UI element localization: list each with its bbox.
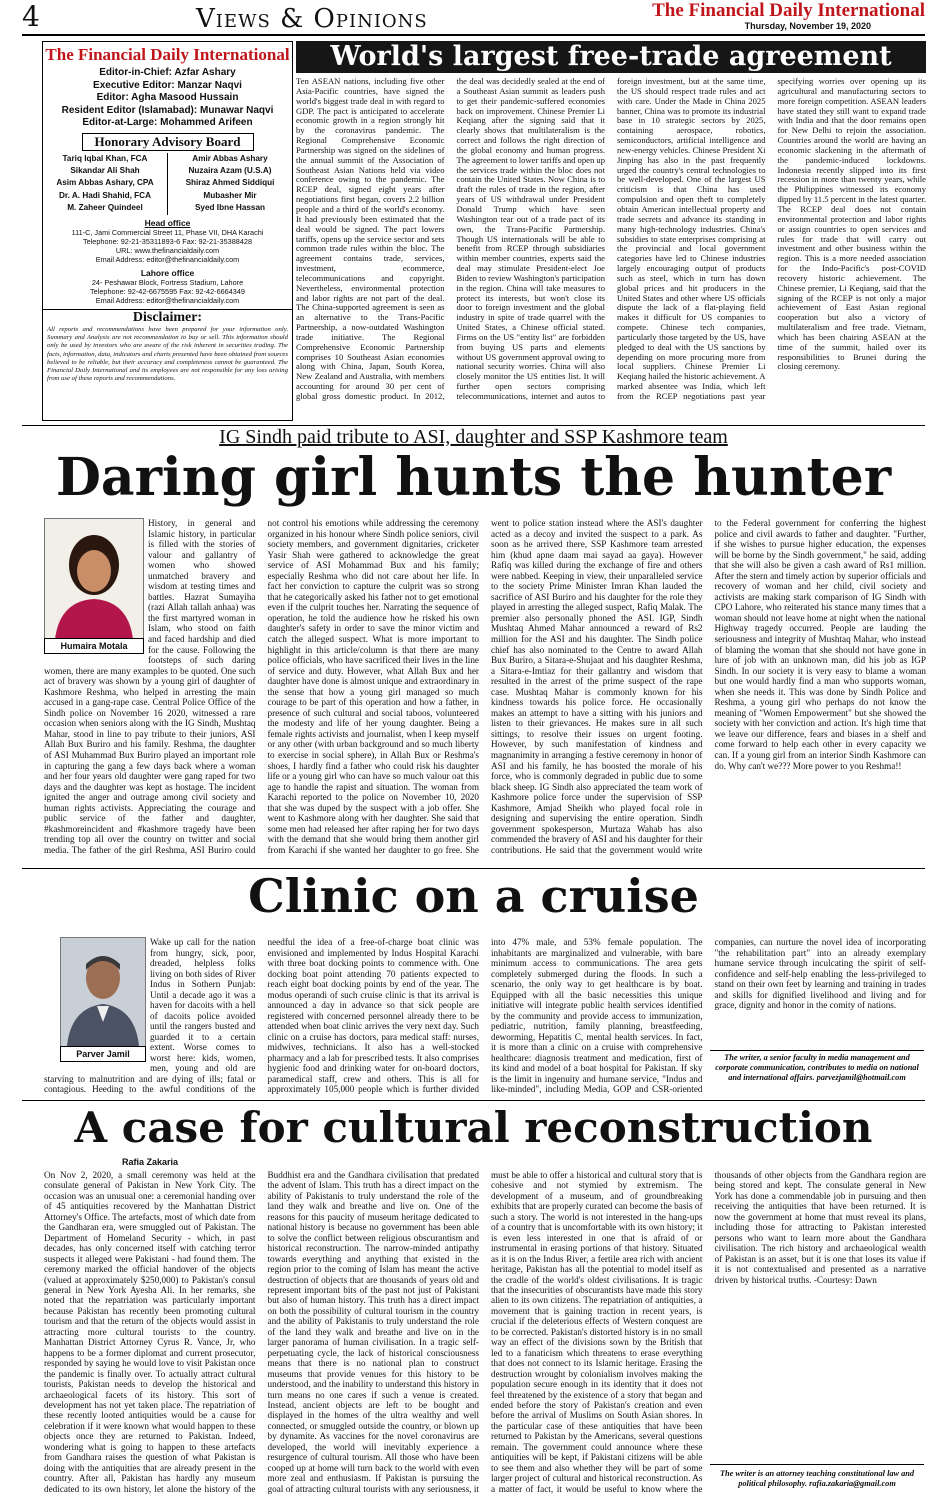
address-line: URL: www.thefinancialdaily.com: [115, 246, 220, 256]
article2-text: History, in general and Islamic history, in particular is filled with the stories of valour and gallantry of women who showed unmatched bravery and wisdom at testing times and battles. Hazrat Sumayiha (razi Allah tallah anhaa) was the first martyred woman in Islam, who stood on faith and faced hardship and died for the cause. Following the footsteps of such daring women, there are many examples to be quoted. One such act of bravery was shown by a young girl of daughter of Kashmore Reshma, who helped in arresting the main accused in a gang-rape case. Central Police Office of the Sindh police on November 16 2020, witnessed a rare occasion when seniors along with the IG Sindh, Mushtaq Mahar, stood in line to pay tribute to their juniors, ASI Allah Bux Buriro and his family. Reshma, the daughter of ASI Muhammad Bux Buriro played an important role in capturing the gang a few days back where a woman and her four years old daughter were gang raped for two days and the daughter was kept as hostage. The incident ignited the anger and outrage among civil society and human rights activists. Appreciating the courage and public service of the father and daughter, #kashmoreincident and #kashmore tragedy have been trending top all over the country on twitter and social media. The father of the girl Reshma, ASI Buriro could not control his emotions while addressing the ceremony organized in his honour where Sindh police seniors, civil society members, and government dignitaries, cricketer Yasir Shah were gathered to acknowledge the great service of ASI Mohammad Bux and his family; especially Reshma who did not care about her life. In fact her conviction to capture the culprit was so strong that he categorically asked his father not to get emotional even if the culprit touches her. Narrating the sequence of operation, he told the audience how he risked his own daughter's safety in order to save the minor victim and catch the alleged suspect. What is more important to highlight in this article/column is that there are many police officials, who have sacrificed their lives in the line of service and duty. However, what Allah Bux and her daughter have done is almost unique and extraordinary in the sense that how a young girl managed so much courage to be part of this operation and how a father, in presence of such cultural and social taboos, volunteered the modesty and life of her young daughter. Being a female rights activists and journalist, when I keep myself or any other (with urban background and so much liberty to exercise in social sphere), in Allah Bux or Reshma's shoes, I hardly find a father who could risk his daughter life or a young girl who can have so much valour oat this age to handle the rapist and situation. The woman from Karachi reported to the police on November 10, 2020 that she was duped by the suspect with a job offer. She went to Kashmore along with her daughter. She said that some men had released her after raping her for two days with the demand that she would bring them another girl from Karachi if she wanted her daughter to go free. She went to police station instead where the ASI's daughter acted as a decoy and invited the suspect to a park. As soon as he arrived there, SSP Kashmore team arrested him (khud apne daam mai sayad aa gaya). However Rafiq was killed during the exchange of fire and others were nabbed. Keeping in view, their unparalleled service to the society Prime Minister Imran Khan lauded the sacrifice of ASI Buriro and his daughter for the role they played in arresting the alleged suspect, Rafiq Malak. The premier also personally phoned the ASI. IGP, Sindh Mushtaq Ahmed Mahar announced a reward of Rs2 million for the ASI and his daughter. The Sindh police chief has also nominated to the Centre to award Allah Bux Buriro, a Sitara-e-Shujaat and his daughter Reshma, a Sitara-e-Imtiaz for their gallantry and wisdom that resulted in the arrest of the prime suspect of the rape case. Mushtaq Mahar is commonly known for his kindness towards his police force. He occasionally makes an attempt to have a sitting with his juniors and listen to their grievances. He makes sure in all such sittings, to resolve their issues on urgent footing. However, by such manifestation of kindness and magnanimity in arranging a festive ceremony in honor of ASI and his family, he has boosted the morale of his force, who is commonly degraded in public due to some black sheep. IG Sindh also appreciated the team work of Kashmore police force under the supervision of SSP Kashmore, Amjad Sheikh who played focal role in designing and supervising the entire operation. Sindh government spokesperson, Murtaza Wahab has also commended the bravery of ASI and his daughter for their contributions. He said that the government would write to the Federal government for conferring the highest police and civil awards to father and daughter. "Further, if she wishes to pursue higher education, the expenses will be borne by the Sindh government," he said, adding that she will also be given a cash award of Rs1 million. After the stern and timely action by superior officials and recovery of woman and her child, civil society and activists are making stark comparison of IG Sindh with CPO Lahore, who reiterated his stance many times that a woman should not leave home at night when the national Highway tragedy occurred. People are lauding the seriousness and integrity of Mushtaq Mahar, who instead of blaming the woman that she should not have gone in lure of job with an unknown man, did his job as IGP Sindh. In our society it is very easy to blame a woman but one would hardly find a man who supports woman, when she needs it. This was done by Sindh Police and Reshma, a young girl who perhaps do not know the meaning of "Women Empowerment" but she showed the society with her conviction and action. It's high time that we leave our difference, fears and biases in a shelf and come forward to help each other in every capacity we can. If a young girl from an interior Sindh Kashmore can do. Why can't we??? More power to you Reshma!!: [44, 518, 926, 855]
article2-headline: Daring girl hunts the hunter: [55, 447, 892, 508]
article1-body: Ten ASEAN nations, including five other Asia-Pacific countries, have signed the world's biggest trade deal in with regard to GDP. The pact is anticipated to accelerate economic growth in a region strongly hit by the coronavirus pandemic. The Regional Comprehensive Economic Partnership was signed on the sidelines of the annual summit of the Association of Southeast Asian Nations held via video conference owing to the pandemic. The RCEP deal, signed eight years after negotiations first began, covers 2.2 billion people and a third of the world's economy. It had previously been estimated that the deal would be signed. The pact lowers tariffs, opens up the service sector and sets common trade rules within the bloc. The agreement contains trade, services, investment, ecommerce, telecommunications and copyright. Nevertheless, environmental protection and labor rights are not part of the deal. The China-supported agreement is seen as an alternative to the Trans-Pacific Partnership, a now-outdated Washington trade initiative. The Regional Comprehensive Economic Partnership comprises 10 Southeast Asian economies along with China, Japan, South Korea, New Zealand and Australia, with members accounting for around 30 per cent of global gross domestic product. In 2012, the deal was decidedly sealed at the end of a Southeast Asian summit as leaders push to get their pandemic-suffered economies back on improvement. Chinese Premier Li Keqiang after the signing said that it clearly shows that multilateralism is the correct and follows the right direction of the global economy and human progress. The agreement to lower tariffs and open up the services trade within the bloc does not contain the United States. Now China is to draft the rules of trade in the region, after years of US withdrawal under President Donald Trump which have seen Washington tear out of a trade pact of its own, the Trans-Pacific Partnership. Though US internationals will be able to benefit from RCEP through subsidiaries within member countries, experts said the deal may stimulate President-elect Joe Biden to review Washington's participation in the region. China will take measures to protect its interests, but won't close its door to foreign investment and the global industry in spite of trade quarrel with the United States, a Chinese official stated. Firms on the US "entity list" are forbidden from buying US parts and elements without US government approval owing to national security worries. China will also closely monitor the US entities list. It will further open sectors comprising telecommunications, internet and autos to foreign investment, but at the same time, the US should respect trade rules and act with care. Under the Made in China 2025 banner, China was to promote its industrial base in 10 strategic sectors by 2025, containing aerospace, robotics, semiconductors, artificial intelligence and new-energy vehicles. Chinese President Xi Jinping has also in the past frequently urged the country's central technologies to be well-developed. One of the largest US criticism is that China has used compulsion and open theft to completely obtain American intellectual property and trade secrets and advance its standing in many high-technology industries. China's subsidies to state enterprises comprising at the provincial and local government categories have led to Chinese industries largely encouraging output of products such as steel, which in turn has down global prices and hit producers in the United States and other where US officials dispute the lack of a flat-playing field makes it difficult for US companies to compete. Chinese tech companies, particularly those targeted by the US, have pledged to deal with the US sanctions by depending on more procuring more from local suppliers. Chinese Premier Li Keqiang hailed the historic achievement. A marked absentee was India, which left from the RCEP negotiations past year specifying worries over opening up its agricultural and manufacturing sectors to more foreign competition. ASEAN leaders have stated they still want to expand trade with India and that the door remains open for New Delhi to rejoin the association. Countries around the world are having an economic slackening in the aftermath of the pandemic-induced lockdowns. Indonesia recently slipped into its first recession in more than twenty years, while the Philippines witnessed its economy dipped by 11.5 percent in the latest quarter. The RCEP deal does not contain environmental protection and labor rights or assign countries to open services and rules for trade that will carry out investment and other business within the region. This is a more needed association for the Indo-Pacific's post-COVID recovery historic achievement. The Chinese premier, Li Keqiang, said that the signing of the RCEP is not only a major achievement of East Asian regional cooperation but also a victory of multilateralism and free trade. Vietnam, which has been chairing ASEAN at the time of the summit, hailed over its responsibilities to Brunei during the closing ceremony.: [296, 77, 926, 401]
head-office-lines: [43, 228, 292, 265]
article2-body: [44, 518, 926, 862]
article2-kicker: IG Sindh paid tribute to ASI, daughter and SSP Kashmore team: [219, 426, 728, 448]
advisor: Amir Abbas Ashary: [192, 153, 268, 163]
advisor: M. Zaheer Quindeel: [67, 203, 143, 213]
author-caption: Humaira Motala: [44, 638, 144, 654]
article3-bio-box: [710, 1050, 924, 1097]
address-line: Email Address: editor@thefinancialdaily.com: [95, 296, 240, 306]
advisor: Tariq Iqbal Khan, FCA: [62, 153, 148, 163]
photo-spacer: [44, 937, 150, 1065]
address-line: Telephone: 92-21-35311893-6 Fax: 92-21-35388428: [82, 236, 253, 246]
article4-text: On Nov 2, 2020, a small ceremony was held at the consulate general of Pakistan in New York City. The occasion was an unusual one: a ceremonial handing over of 45 antiquities recovered by the Manhattan District Attorney's Office. The artefacts, most of which date from the Gandharan era, were smuggled out of Pakistan. The Department of Homeland Security - which, in past decades, has only concerned itself with catching terror suspects it alleged were Pakistani - had found them. The ceremony marked the official handover of the objects (valued at approximately $250,000) to Pakistan's consul general in New York Ayesha Ali. In her remarks, she noted that the repatriation was particularly important because Pakistan has recently been promoting cultural tourism and that the return of the objects would assist in attracting more cultural tourists to the country. Manhattan District Attorney Cyrus R. Vance, Jr, who happens to be a former diplomat and current prosecutor, responded by saying he would love to visit Pakistan once the pandemic is finally over. To actually attract cultural tourists, Pakistan needs to develop the historical and archaeological facets of its history. This sort of development has not yet taken place. The repatriation of these recently looted antiquities would be a cause for celebration if it were known what would happen to these objects once they are returned to Pakistan. Indeed, wondering what is going to happen to these artefacts from Gandhara raises the question of what Pakistan is doing with the antiquities that are already present in the country. After all, Pakistan has hardly any museum dedicated to its own history, let alone the history of the Buddhist era and the Gandhara civilisation that predated the advent of Islam. This truth has a direct impact on the ability of Pakistanis to truly understand the role of the land they walk and breathe and live on. One of the reasons for this paucity of museum heritage dedicated to national history is because no government has been able to solve the conflict between religious obscurantism and historical reconstruction. The narrow-minded antipathy towards everything and anything that existed in the region prior to the coming of Islam has meant the active destruction of objects that are thousands of years old and represent important bits of the past not just of Pakistani but also of human history. This truth has a direct impact on both the possibility of cultural tourism in the country and the ability of Pakistanis to truly understand the role of the land they walk and breathe and live on in the larger panorama of human civilisation. In a tragic self-perpetuating cycle, the lack of historical consciousness means that there is no national plan to construct museums that provide venues for this history to be understood, and the inability to understand this history in turn means no one cares if such a venue is created. Instead, ancient objects are left to be bought and displayed in the homes of the ultra wealthy and well connected, or smuggled outside the country, or blown up by dynamite. As vaccines for the novel coronavirus are developed, the world will inevitably experience a resurgence of cultural tourism. All those who have been cooped up at home will turn back to the world with even more zeal and enthusiasm. If Pakistan is pursuing the goal of attracting cultural tourists with any seriousness, it must be able to offer a historical and cultural story that is cohesive and not stymied by extremism. The development of a museum, and of groundbreaking exhibits that are properly curated can become the basis of such a story. The world is not interested in the hang-ups of a country that is uncomfortable with its own history; it is even less interested in one that is afraid of or instrumental in erasing portions of that history. Situated as it is on the Indus River, a fertile area rich with ancient heritage, Pakistan has all the potential to model itself as the cradle of the world's oldest civilisations. It is tragic that the insecurities of obscurantists have made this story alien to its own citizens. The repatriation of antiquities, a movement that is gaining traction in recent years, is crucial if the deleterious effects of Western conquest are to be corrected. Pakistan's distorted history is in no small way an effect of the divisions sown by the British that led to a fanaticism which threatens to erase everything that does not connect to its Islamic heritage. Erasing the destruction wrought by colonialism involves making the population secure enough in its identity that it does not feel threatened by the existence of a story that began and ended before the story of Pakistan's creation and even before the arrival of Muslims on South Asian shores. In the particular case of these antiquities that have been returned to Pakistan by the Americans, several questions remain. The government could announce where these antiquities will be kept, if Pakistani citizens will be able to see them and also whether they will be part of some larger project of cultural and historical reconstruction. As a matter of fact, it would be useful to know where the thousands of other objects from the Gandhara region are being stored and kept. The consulate general in New York has done a commendable job in pursuing and then receiving the antiquities that have been returned. It is now the government at home that must reveal its plans, including those for attracting to Pakistan interested persons who want to learn more about the Gandhara civilisation. The rich history and archaeological wealth of Pakistan is an asset, but it is one that loses its value if it is not contextualised and presented as a narrative driven by historical truths. -Courtesy: Dawn: [44, 1170, 926, 1494]
article4-bio: The writer is an attorney teaching constitutional law and political philosophy. rafia.zakaria@gmail.com: [719, 1469, 915, 1488]
advisor: Sikandar Ali Shah: [70, 165, 140, 175]
address-line: Telephone: 92-42-6675595 Fax: 92-42-6664349: [90, 287, 245, 297]
author-caption: Parver Jamil: [60, 1046, 146, 1062]
advisor: Asim Abbas Ashary, CPA: [56, 178, 154, 188]
article3-text: Wake up call for the nation from hungry, sick, poor, dreaded, helpless folks living on both sides of River Indus in Sothern Punjab: Until a decade ago it was a haven for dacoits with a hell of dacoits police avoided until the rangers busted and guarded it to a certain extent. Worse comes to worst here: kids, women, men, young and old are starving to malnutrition and are dying of ills; fatal or contagious. Heeding to the awful conditions of the needful the idea of a free-of-charge boat clinic was envisioned and implemented by Indus Hospital Karachi with three boat docking points to commence with. One docking boat point attending 70 patients expected to reach eight boat docking points by end of the year. The modus operandi of such cruise clinic is that its arrival is announced a day in advance so that sick people are registered with concerned personnel already there to be attended when boat clinic arrives the very next day. Such clinic on a cruise has doctors, para medical staff: nurses, midwives, technicians. It also has a well-stocked pharmacy and a lab for prescribed tests. It also comprises hygienic food and drinking water for on-board doctors, paramedical staff, crew and others. This is all for approximately 105,000 people which is further divided into 47% male, and 53% female population. The inhabitants are marginalized and vulnerable, with bare minimum access to communications. The area gets completely submerged during the floods. In such a scenario, the only way to get healthcare is by boat. Equipped with all the basic necessities this unique initiative will integrate public health services identified by the community and provide access to immunization, pediatric, nutrition, family planning, breastfeeding, deworming, Hepatitis C, mental health services. In fact, it is more than a clinic on a cruise with comprehensive healthcare: diagnosis treatment and medication, first of its kind and model of a boat hospital for Pakistan. If sky is the limit in ingenuity and humane service, "Indus and like-minded", including Media, GOP and CSR-oriented companies, can nurture the novel idea of incorporating "the rehabilitation part" into an already exemplary humane service through inculcating the spirit of self-confidence and self-help enabling the less-privileged to stand on their own feet by learning and training in trades and skills for dignified livelihood and living and for grace, dignity and honor in the comity of nations.: [44, 937, 926, 1094]
header-paper-name: The Financial Daily International: [652, 0, 925, 21]
article3-bio: The writer, a senior faculty in media management and corporate communication, contributes to media on national and international affairs. parvezjamil@hotmail.com: [715, 1053, 919, 1082]
section-title: Views & Opinions: [196, 4, 428, 34]
editorial-staff: [43, 67, 292, 130]
staff-line: Editor: Agha Masood Hussain: [96, 92, 239, 103]
photo-spacer: [44, 518, 148, 658]
advisor: Syed Ibne Hassan: [194, 203, 266, 213]
advisory-board: [43, 153, 292, 215]
head-office-title: Head office: [144, 217, 191, 228]
disclaimer-text: All reports and recommendations have been prepared for your information only. Summary and Analysis are not recommendation to buy or sell. This information should only be used by investors who are aware of the risk inherent in securities trading. The facts, information, data, indicators and charts presented have been obtained from sources believed to be reliable, but their accuracy and completeness cannot be guaranteed. The Financial Daily International and its employees are not responsible for any loss arising from use of these reports and recommendations.: [47, 325, 288, 383]
advisor: Dr. A. Hadi Shahid, FCA: [58, 190, 152, 200]
address-line: 24- Peshawar Block, Fortress Stadium, Lahore: [91, 277, 244, 287]
staff-line: Editor-at-Large: Mohammed Arifeen: [82, 117, 253, 128]
advisory-left: [43, 153, 168, 215]
article4-bio-box: [710, 1464, 924, 1503]
article4-byline: Rafia Zakaria: [122, 1157, 179, 1167]
address-line: Email Address: editor@thefinancialdaily.com: [95, 255, 240, 265]
masthead-title: The Financial Daily International: [45, 45, 290, 64]
disclaimer-title: Disclaimer:: [132, 309, 203, 325]
article4-headline: A case for cultural reconstruction: [74, 1103, 873, 1152]
advisor: Mubasher Mir: [203, 190, 257, 200]
lahore-office-lines: [43, 278, 292, 306]
header-date: Thursday, November 19, 2020: [744, 21, 871, 31]
advisor: Nuzaira Azam (U.S.A): [188, 165, 272, 175]
article4-body: [44, 1170, 926, 1502]
masthead-box: [42, 41, 293, 421]
lahore-office-title: Lahore office: [140, 267, 195, 278]
advisory-title: Honorary Advisory Board: [82, 133, 254, 151]
address-line: 111-C, Jami Commercial Street 11, Phase VII, DHA Karachi: [71, 227, 264, 237]
staff-line: Resident Editor (Islamabad): Munawar Naqvi: [61, 104, 274, 116]
article3-headline: Clinic on a cruise: [248, 869, 699, 923]
staff-line: Editor-in-Chief: Azfar Ashary: [99, 67, 236, 78]
article1-headline: World's largest free-trade agreement: [330, 41, 892, 72]
advisor: Shiraz Ahmed Siddiqui: [185, 178, 275, 188]
header-rule: [22, 34, 925, 36]
page-number: 4: [22, 0, 40, 33]
staff-line: Executive Editor: Manzar Naqvi: [93, 79, 242, 91]
advisory-right: [168, 153, 292, 215]
